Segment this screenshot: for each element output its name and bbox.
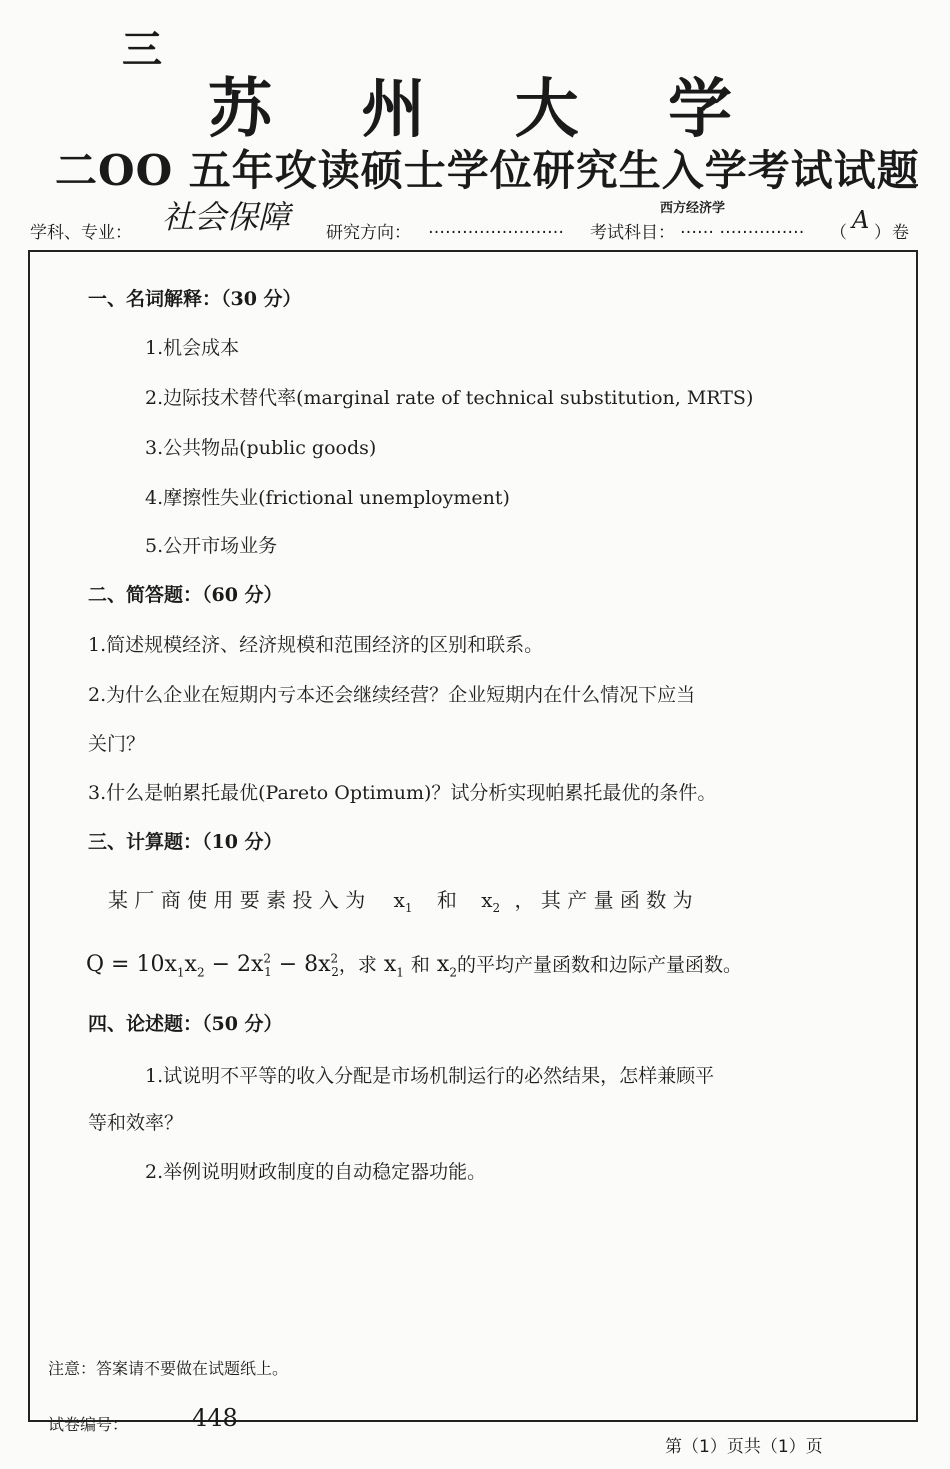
question-text: 2.为什么企业在短期内亏本还会继续经营？企业短期内在什么情况下应当 <box>88 684 696 706</box>
question-text: 1.简述规模经济、经济规模和范围经济的区别和联系。 <box>88 634 544 656</box>
university-char: 苏 <box>208 72 272 147</box>
exam-subject-dots: …… …………… <box>680 218 805 238</box>
exam-title: 二OO 五年攻读硕士学位研究生入学考试试题 <box>55 146 920 195</box>
question-text: 等和效率？ <box>88 1112 184 1134</box>
calc-question-line1: 某 厂 商 使 用 要 素 投 入 为 $x_1$ 和 $x_2$ ， 其 产 量 函 数 为 <box>108 888 693 915</box>
production-function: $Q = 10x_1x_2 - 2x^2_1 - 8x^2_2$，求 $x_1$ 和 $x_2$的平均产量函数和边际产量函数。 <box>86 951 742 980</box>
question-text: 3.什么是帕累托最优(Pareto Optimum)？试分析实现帕累托最优的条件。 <box>88 782 717 804</box>
exam-subject-value: 西方经济学 <box>660 201 726 216</box>
direction-label: 研究方向： <box>326 223 411 243</box>
university-name <box>200 58 740 150</box>
question-text: 关门？ <box>88 733 146 755</box>
list-item: 1.机会成本 <box>145 337 240 359</box>
paper-no: 448 <box>192 1404 238 1432</box>
subject-label: 学科、专业： <box>30 223 132 243</box>
list-item: 3.公共物品(public goods) <box>145 437 377 459</box>
paper-type-value: A <box>852 206 870 234</box>
page-indicator: 第（1）页共（1）页 <box>665 1437 823 1457</box>
section-title: 三、计算题：（10 分） <box>88 831 283 853</box>
section-title: 二、简答题：（60 分） <box>88 584 283 606</box>
frame-bottom-rule <box>28 1420 918 1422</box>
paper-type-suffix: 卷 <box>892 223 909 243</box>
section-title: 一、名词解释：（30 分） <box>88 288 302 310</box>
exam-subject-label: 考试科目： <box>590 223 675 243</box>
question-text: 2.举例说明财政制度的自动稳定器功能。 <box>145 1161 487 1183</box>
section-title: 四、论述题：（50 分） <box>88 1013 283 1035</box>
subject-value: 社会保障 <box>162 198 291 236</box>
list-item: 2.边际技术替代率(marginal rate of technical substitution, MRTS) <box>145 387 754 409</box>
paper-type-open: （ <box>830 223 847 243</box>
corner-mark: 三 <box>122 26 162 73</box>
paper-no-label: 试卷编号： <box>48 1415 129 1434</box>
list-item: 5.公开市场业务 <box>145 535 278 557</box>
answer-note: 注意：答案请不要做在试题纸上。 <box>48 1359 289 1378</box>
paper-type-close: ） <box>874 223 891 243</box>
direction-dots: …………………… <box>428 218 564 238</box>
university-char: 学 <box>667 72 732 147</box>
university-char: 大 <box>514 72 579 147</box>
university-char: 州 <box>361 72 426 147</box>
question-text: 1.试说明不平等的收入分配是市场机制运行的必然结果，怎样兼顾平 <box>145 1065 715 1087</box>
list-item: 4.摩擦性失业(frictional unemployment) <box>145 487 510 509</box>
